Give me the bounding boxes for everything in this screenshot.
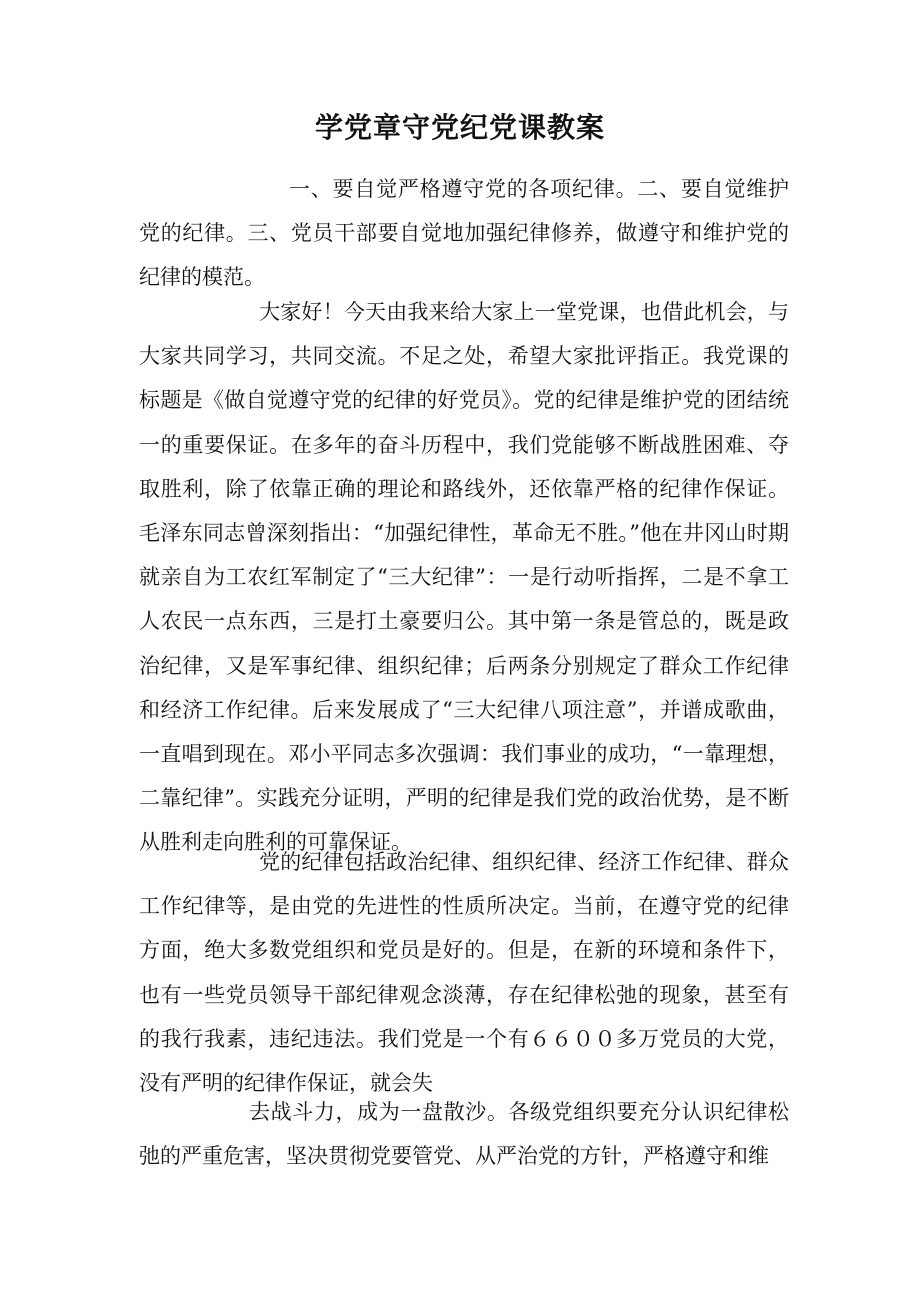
paragraph-discipline-types: 党的纪律包括政治纪律、组织纪律、经济工作纪律、群众工作纪律等，是由党的先进性的性质所决定。当前，在遵守党的纪律方面，绝大多数党组织和党员是好的。但是，在新的环境和条件下，也有一些党员领导干部纪律观念淡薄，存在纪律松弛的现象，甚至有的我行我素，违纪违法。我们党是一个有６６００多万党员的大党，没有严明的纪律作保证，就会失 — [139, 850, 789, 1096]
document-title: 学党章守党纪党课教案 — [314, 111, 605, 144]
paragraph-continuation: 去战斗力，成为一盘散沙。各级党组织要充分认识纪律松弛的严重危害，坚决贯彻党要管党、从严治党的方针，严格遵守和维 — [139, 1100, 789, 1169]
paragraph-greeting: 大家好！今天由我来给大家上一堂党课，也借此机会，与大家共同学习，共同交流。不足之处，希望大家批评指正。我党课的标题是《做自觉遵守党的纪律的好党员》。党的纪律是维护党的团结统一的重要保证。在多年的奋斗历程中，我们党能够不断战胜困难、夺取胜利，除了依靠正确的理论和路线外，还依靠严格的纪律作保证。毛泽东同志曾深刻指出：“加强纪律性，革命无不胜。”他在井冈山时期就亲自为工农红军制定了“三大纪律”：一是行动听指挥，二是不拿工人农民一点东西，三是打土豪要归公。其中第一条是管总的，既是政治纪律，又是军事纪律、组织纪律；后两条分别规定了群众工作纪律和经济工作纪律。后来发展成了“三大纪律八项注意”，并谱成歌曲，一直唱到现在。邓小平同志多次强调：我们事业的成功，“一靠理想，二靠纪律”。实践充分证明，严明的纪律是我们党的政治优势，是不断从胜利走向胜利的可靠保证。 — [139, 300, 789, 855]
paragraph-summary: 一、要自觉严格遵守党的各项纪律。二、要自觉维护党的纪律。三、党员干部要自觉地加强纪律修养，做遵守和维护党的纪律的模范。 — [139, 177, 789, 290]
